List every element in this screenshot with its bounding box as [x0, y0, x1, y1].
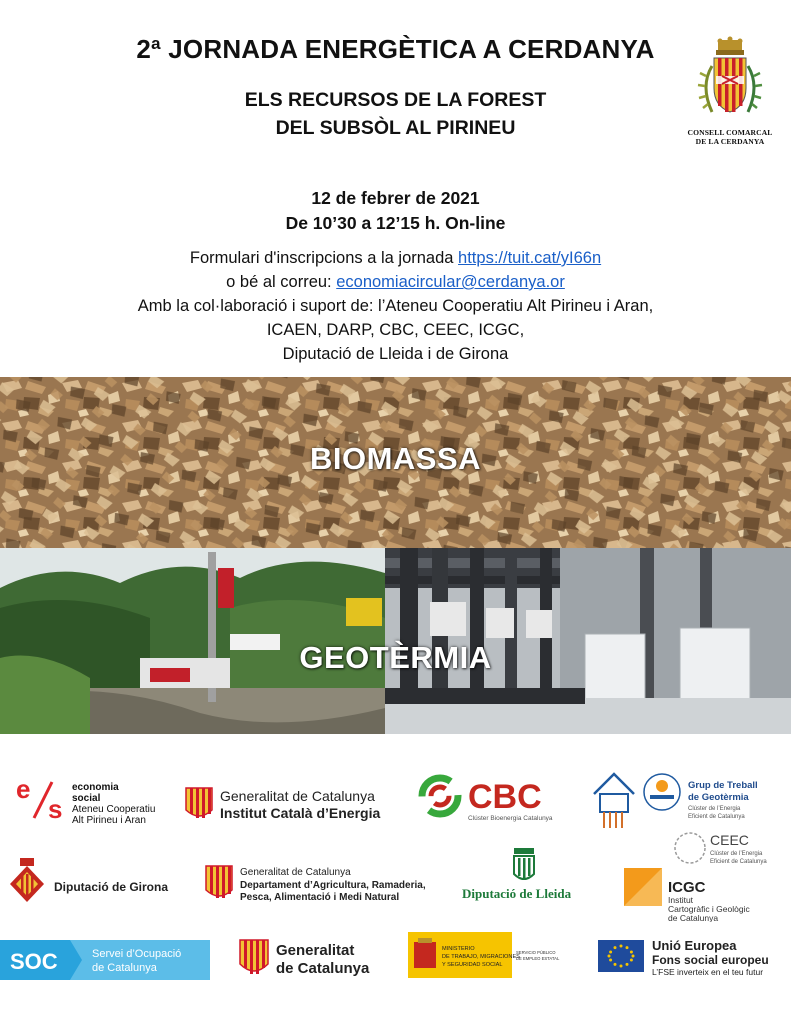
es-line: economia	[72, 782, 119, 793]
gencat-line: de Catalunya	[276, 960, 370, 977]
event-time: De 10’30 a 12’15 h. On-line	[285, 213, 506, 233]
icgc-icon	[624, 864, 784, 922]
form-text: Formulari d'inscripcions a la jornada	[189, 249, 459, 267]
cbc-sub: Clúster Bioenergia Catalunya	[468, 815, 553, 822]
form-link[interactable]: https://tuit.cat/yI66n	[458, 249, 602, 267]
icgc-line: Institut	[668, 895, 694, 905]
ministerio-logo	[408, 932, 572, 978]
eu-logo	[598, 934, 788, 980]
soc-line: de Catalunya	[92, 962, 157, 974]
darp-line: Generalitat de Catalunya	[240, 867, 351, 878]
geothermal-photo	[0, 548, 791, 734]
gtg-line: Grup de Treball	[688, 780, 758, 791]
biomass-label: BIOMASSA	[309, 441, 482, 476]
cbc-name: CBC	[468, 778, 542, 816]
mail-link[interactable]: economiacircular@cerdanya.or	[336, 273, 565, 291]
ue-line: Unió Europea	[652, 938, 737, 953]
soc-line: Servei d’Ocupació	[92, 948, 182, 960]
council-name-line: DE LA CERDANYA	[695, 137, 765, 146]
ceec-line: Clúster de l’Energia	[710, 851, 763, 857]
sepe-line: SERVICIO PÚBLICO	[516, 950, 556, 955]
min-line: MINISTERIO	[442, 946, 475, 952]
ceec-name: CEEC	[710, 832, 749, 848]
svg-text:e: e	[16, 774, 31, 804]
ceec-icon	[672, 828, 782, 868]
gtg-line: de Geotèrmia	[688, 792, 749, 803]
council-logo	[686, 36, 774, 146]
ceec-logo	[672, 828, 782, 868]
collab-line: Amb la col·laboració i suport de: l’Ateneu Cooperatiu Alt Pirineu i Aran,	[137, 297, 654, 315]
darp-logo	[204, 862, 454, 906]
event-datetime	[0, 186, 791, 236]
generalitat-icon	[238, 936, 388, 980]
cbc-icon	[416, 772, 558, 824]
soc-name: SOC	[10, 949, 58, 974]
min-line: Y SEGURIDAD SOCIAL	[442, 962, 503, 968]
eu-flag-icon	[598, 934, 788, 980]
event-info	[0, 246, 791, 366]
es-line: Ateneu Cooperatiu	[72, 804, 156, 815]
form-line	[0, 246, 791, 270]
es-line: social	[72, 793, 101, 804]
diplle-name: Diputació de Lleida	[462, 886, 572, 901]
diputacio-girona-logo	[8, 856, 188, 912]
icgc-logo	[624, 864, 784, 922]
icaen-logo	[184, 784, 404, 824]
mail-line	[0, 270, 791, 294]
icgc-line: de Catalunya	[668, 913, 719, 922]
page-title: 2ª JORNADA ENERGÈTICA A CERDANYA	[136, 34, 655, 64]
gtg-line: Clúster de l’Energia	[688, 806, 741, 812]
min-line: DE TRABAJO, MIGRACIONES	[442, 954, 520, 960]
subtitle-line: DEL SUBSÒL AL PIRINEU	[275, 117, 516, 139]
ue-line: L’FSE inverteix en el teu futur	[652, 967, 764, 977]
darp-line: Pesca, Alimentació i Medi Natural	[240, 892, 400, 903]
dipgi-name: Diputació de Girona	[54, 880, 169, 894]
council-crest-icon	[694, 36, 766, 124]
gencat-line: Generalitat	[276, 942, 355, 959]
es-line: Alt Pirineu i Aran	[72, 815, 146, 826]
sepe-line: DE EMPLEO ESTATAL	[516, 956, 560, 961]
subtitle-line: ELS RECURSOS DE LA FOREST	[244, 89, 547, 111]
economia-social-icon	[14, 772, 164, 828]
darp-line: Departament d’Agricultura, Ramaderia,	[240, 880, 426, 891]
icaen-icon	[184, 784, 404, 824]
council-name-line: CONSELL COMARCAL	[687, 128, 773, 137]
svg-text:s: s	[48, 794, 63, 824]
collab-line: Diputació de Lleida i de Girona	[282, 345, 509, 363]
biomass-photo	[0, 377, 791, 548]
collab-line: ICAEN, DARP, CBC, CEEC, ICGC,	[266, 321, 525, 339]
cbc-logo	[416, 772, 558, 824]
soc-logo	[0, 940, 210, 980]
ceec-line: Eficient de Catalunya	[710, 859, 767, 865]
diputacio-lleida-icon	[458, 846, 594, 902]
darp-icon	[204, 862, 454, 906]
page-subtitle	[0, 86, 791, 142]
event-date: 12 de febrer de 2021	[311, 188, 480, 208]
icaen-line: Generalitat de Catalunya	[220, 788, 375, 804]
geothermal-label: GEOTÈRMIA	[299, 640, 492, 675]
diputacio-lleida-logo	[458, 846, 594, 902]
gtg-line: Eficient de Catalunya	[688, 814, 745, 820]
ue-line: Fons social europeu	[652, 953, 769, 967]
mail-text: o bé al correu:	[226, 273, 337, 291]
geotermia-group-logo	[590, 768, 780, 832]
diputacio-girona-icon	[8, 856, 188, 912]
geotermia-group-icon	[590, 768, 780, 832]
soc-icon	[0, 940, 210, 980]
generalitat-logo	[238, 936, 388, 980]
ministerio-icon	[408, 932, 572, 978]
icgc-line: Cartogràfic i Geològic	[668, 904, 750, 914]
icaen-line: Institut Català d’Energia	[220, 805, 381, 821]
icgc-name: ICGC	[668, 879, 706, 896]
economia-social-logo	[14, 772, 164, 828]
